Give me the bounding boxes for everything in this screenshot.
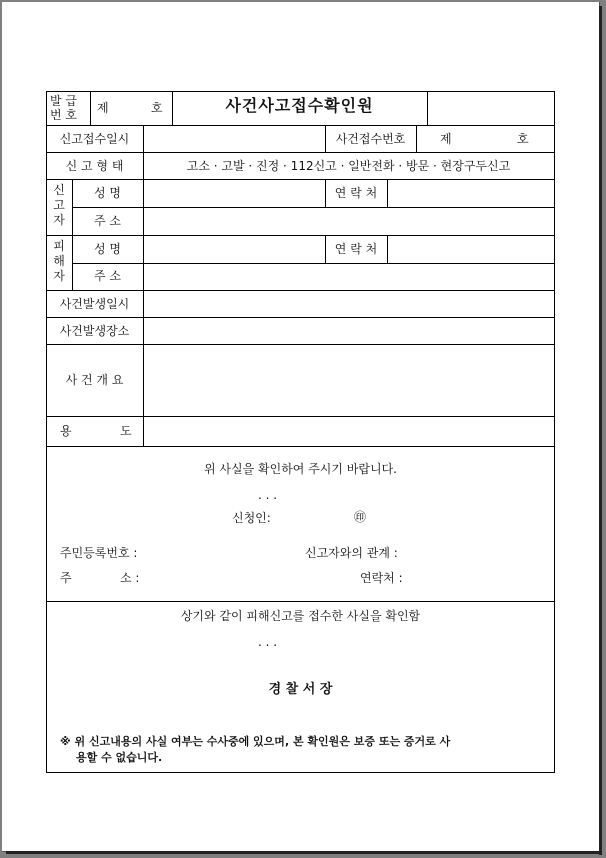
police-chief: 경 찰 서 장 <box>268 682 333 697</box>
reporter-group-char: 신 <box>53 183 65 197</box>
victim-group-char: 피 <box>53 239 65 253</box>
reporter-group-char: 고 <box>53 198 65 212</box>
issue-number-label-bottom: 번 호 <box>50 108 77 122</box>
disclaimer-line-2: 용할 수 없습니다. <box>76 751 163 764</box>
request-date[interactable]: . . . <box>258 488 278 502</box>
applicant-label: 신청인: <box>232 511 271 525</box>
case-number-suffix: 호 <box>517 132 529 146</box>
victim-group-char: 해 <box>53 254 65 268</box>
reporter-contact-field[interactable] <box>388 180 554 207</box>
reporter-group-char: 자 <box>53 213 65 227</box>
victim-name-label: 성 명 <box>94 242 121 256</box>
issue-number-field[interactable] <box>428 92 554 125</box>
reporter-address-label: 주 소 <box>94 214 121 228</box>
page-title: 사건사고접수확인원 <box>225 96 374 115</box>
victim-group-char: 자 <box>53 269 65 283</box>
seal-mark: ㊞ <box>354 510 367 524</box>
incident-summary-field[interactable] <box>144 345 554 416</box>
request-contact-label: 연락처 : <box>360 571 403 585</box>
purpose-field[interactable] <box>144 417 554 446</box>
table-border-bottom <box>46 772 555 773</box>
page-shadow-bottom <box>6 851 602 854</box>
issue-number-label-top: 발 급 <box>50 94 77 108</box>
request-address-label-right: 소 : <box>120 571 140 585</box>
report-type-label: 신 고 형 태 <box>65 159 124 173</box>
issue-number-prefix: 제 <box>97 101 109 115</box>
col-divider <box>90 91 91 125</box>
request-address-label-left: 주 <box>60 571 72 585</box>
victim-address-label: 주 소 <box>94 269 121 283</box>
report-type-options[interactable]: 고소 · 고발 · 진정 · 112신고 · 일반전화 · 방문 · 현장구두신고 <box>186 159 511 173</box>
incident-datetime-field[interactable] <box>144 291 554 317</box>
receipt-datetime-label: 신고접수일시 <box>59 132 130 146</box>
case-number-label: 사건접수번호 <box>335 132 406 146</box>
disclaimer-line-1: ※ 위 신고내용의 사실 여부는 수사중에 있으며, 본 확인원은 보증 또는 증거로 사 <box>60 735 451 748</box>
row-divider <box>46 152 555 153</box>
receipt-datetime-field[interactable] <box>144 126 325 152</box>
incident-summary-label: 사 건 개 요 <box>65 373 124 387</box>
purpose-label-right: 도 <box>120 424 132 438</box>
incident-place-label: 사건발생장소 <box>59 324 130 338</box>
victim-contact-label: 연 락 처 <box>334 242 378 256</box>
case-number-prefix: 제 <box>440 132 452 146</box>
page-shadow-right <box>599 6 602 855</box>
purpose-label-left: 용 <box>60 424 72 438</box>
confirm-text: 상기와 같이 피해신고를 접수한 사실을 확인함 <box>180 609 421 623</box>
reporter-contact-label: 연 락 처 <box>334 186 378 200</box>
incident-datetime-label: 사건발생일시 <box>59 297 130 311</box>
confirm-date: . . . <box>258 635 278 649</box>
request-text: 위 사실을 확인하여 주시기 바랍니다. <box>204 462 397 476</box>
victim-name-field[interactable] <box>144 236 325 263</box>
table-border-right <box>554 91 555 773</box>
victim-address-field[interactable] <box>144 264 554 290</box>
victim-contact-field[interactable] <box>388 236 554 263</box>
issue-number-suffix: 호 <box>151 101 163 115</box>
resident-number-label: 주민등록번호 : <box>60 546 138 560</box>
reporter-name-field[interactable] <box>144 180 325 207</box>
col-divider <box>416 125 417 152</box>
table-border-left <box>46 91 47 773</box>
incident-place-field[interactable] <box>144 318 554 344</box>
row-divider <box>46 601 555 602</box>
relation-label: 신고자와의 관계 : <box>305 546 398 560</box>
row-divider <box>46 446 555 447</box>
reporter-name-label: 성 명 <box>94 186 121 200</box>
reporter-address-field[interactable] <box>144 208 554 235</box>
